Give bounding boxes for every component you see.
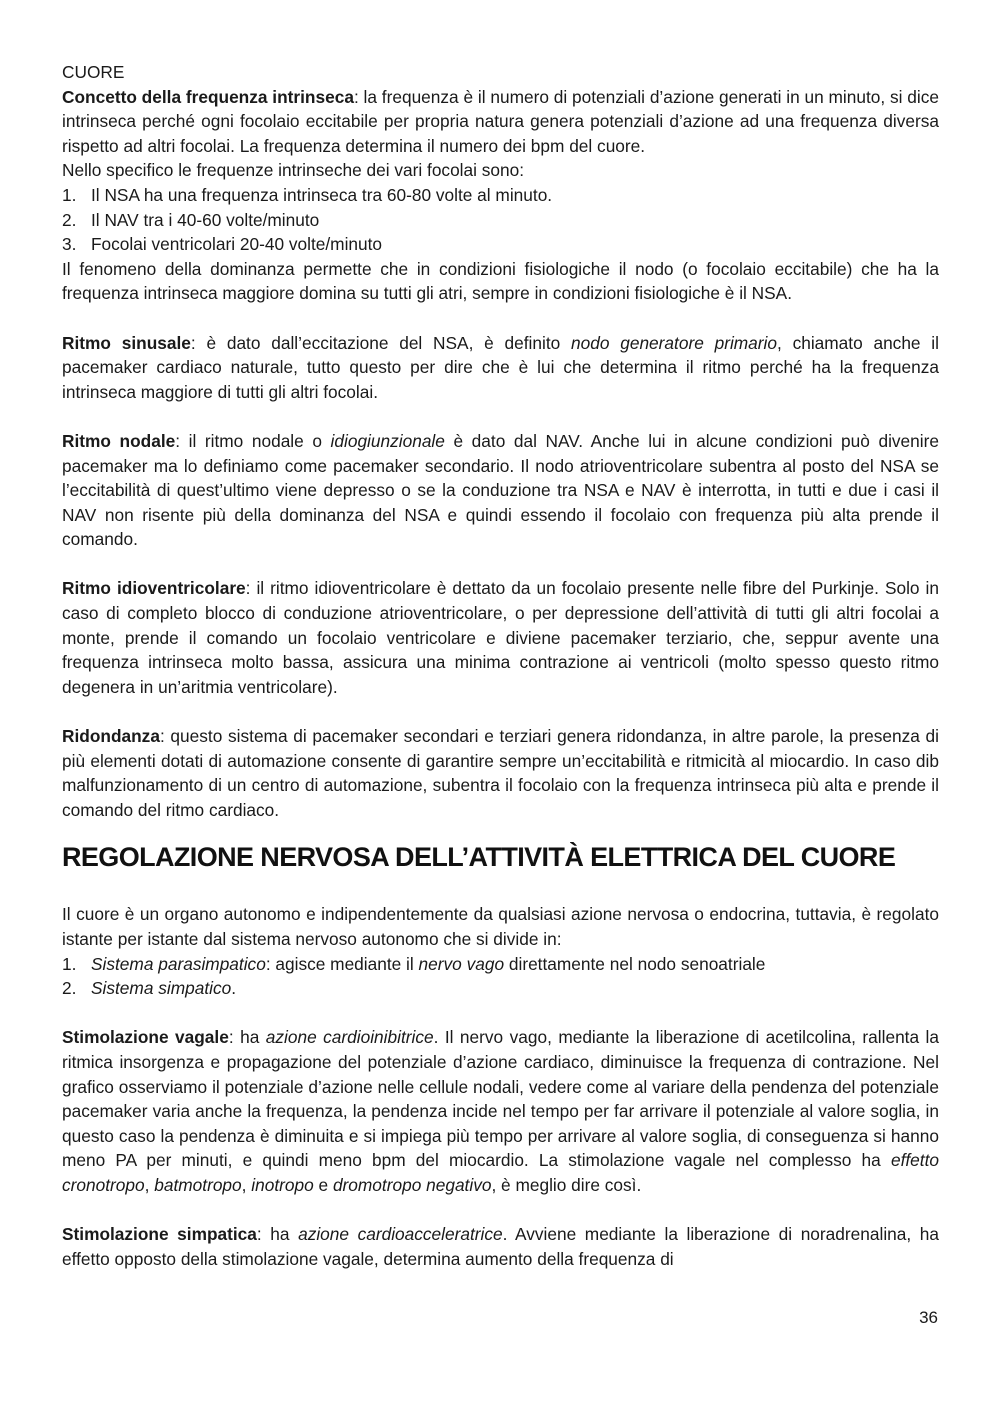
term-bold: Ritmo nodale — [62, 430, 176, 451]
paragraph-redundancy: Ridondanza: questo sistema di pacemaker secondari e terziari genera ridondanza, in altre parole, la presenza di più elementi dotati di automazione consente di garantire sempre un’eccitabilità e ritmicità al miocardio. In caso dib malfunzionamento di un centro di automazione, subentra il focolaio con la frequenza intrinseca più alta e prende il comando del ritmo cardiaco. — [62, 726, 939, 820]
paragraph-intrinsic-frequency: Concetto della frequenza intrinseca: la frequenza è il numero di potenziali d’azione generati in un minuto, si dice intrinseca perché ogni focolaio eccitabile per propria natura genera potenziali d’azione ad una frequenza diversa rispetto ad altri focolai. La frequenza determina il numero dei bpm del cuore. — [62, 86, 939, 156]
list-item: 1. Il NSA ha una frequenza intrinseca tra 60-80 volte al minuto. — [62, 184, 553, 205]
paragraph-dominance: Il fenomeno della dominanza permette che in condizioni fisiologiche il nodo (o focolaio eccitabile) che ha la frequenza intrinseca maggiore domina su tutti gli atri, sempre in condizioni fisiologiche è il NSA. — [62, 258, 939, 304]
list-item: 2. Sistema simpatico. — [62, 978, 237, 999]
paragraph-autonomic: Il cuore è un organo autonomo e indipendentemente da qualsiasi azione nervosa o endocrina, tuttavia, è regolato istante per istante dal sistema nervoso autonomo che si divide in: — [62, 904, 939, 949]
paragraph-intro-list: Nello specifico le frequenze intrinseche dei vari focolai sono: — [62, 160, 525, 181]
paragraph-vagal-stimulation: Stimolazione vagale: ha azione cardioinibitrice. Il nervo vago, mediante la liberazione di acetilcolina, rallenta la ritmica insorgenza e propagazione del potenziale d’azione cardiaco, diminuisce la frequenza di contrazione. Nel grafico osserviamo il potenziale d’azione nelle cellule nodali, vedere come al variare della pendenza del potenziale pacemaker varia anche la frequenza, la pendenza incide nel tempo per far arrivare il potenziale al valore soglia, in questo caso la pendenza è diminuita e si impiega più tempo per arrivare al valore soglia, di conseguenza si hanno meno PA per minuti, e quindi meno bpm del miocardio. La stimolazione vagale nel complesso ha effetto cronotropo, batmotropo, inotropo e dromotropo negativo, è meglio dire così. — [62, 1027, 939, 1195]
term-bold: Ridondanza — [62, 726, 160, 747]
document-page — [62, 60, 939, 1271]
section-label: CUORE — [62, 62, 125, 82]
page-number: 36 — [919, 1308, 938, 1327]
nervous-system-list — [62, 952, 939, 1001]
frequency-list — [62, 183, 939, 257]
term-bold: Concetto della frequenza intrinseca — [62, 86, 354, 107]
term-bold: Ritmo idioventricolare — [62, 578, 246, 599]
list-item: 3. Focolai ventricolari 20-40 volte/minuto — [62, 234, 383, 255]
term-bold: Ritmo sinusale — [62, 332, 191, 353]
term-bold: Stimolazione simpatica — [62, 1224, 257, 1245]
section-heading: REGOLAZIONE NERVOSA DELL’ATTIVITÀ ELETTRICA DEL CUORE — [62, 842, 896, 873]
paragraph-sinus-rhythm: Ritmo sinusale: è dato dall’eccitazione del NSA, è definito nodo generatore primario, chiamato anche il pacemaker cardiaco naturale, tutto questo per dire che è lui che determina il ritmo perché ha la frequenza intrinseca maggiore di tutti gli altri focolai. — [62, 332, 939, 402]
list-item: 2. Il NAV tra i 40-60 volte/minuto — [62, 209, 320, 230]
paragraph-idioventricular-rhythm: Ritmo idioventricolare: il ritmo idioventricolare è dettato da un focolaio presente nelle fibre del Purkinje. Solo in caso di completo blocco di conduzione atrioventricolare, o per depressione dell’attività di tutti gli altri focolai a monte, prende il comando un focolaio ventricolare e diviene pacemaker terziario, che, seppur avente una frequenza intrinseca molto bassa, assicura una minima contrazione ai ventricoli (molto spesso questo ritmo degenera in un’aritmia ventricolare). — [62, 578, 939, 697]
list-item: 1. Sistema parasimpatico: agisce mediante il nervo vago direttamente nel nodo senoatriale — [62, 953, 766, 974]
term-bold: Stimolazione vagale — [62, 1027, 229, 1048]
paragraph-nodal-rhythm: Ritmo nodale: il ritmo nodale o idiogiunzionale è dato dal NAV. Anche lui in alcune condizioni può divenire pacemaker ma lo definiamo come pacemaker secondario. Il nodo atrioventricolare subentra al posto del NSA se l’eccitabilità di quest’ultimo viene depresso o se la conduzione tra NSA e NAV è interrotta, in tutti e due i casi il NAV non risente più della dominanza del NSA e quindi essendo il focolaio con frequenza più alta prende il comando. — [62, 430, 939, 550]
paragraph-sympathetic-stimulation: Stimolazione simpatica: ha azione cardioacceleratrice. Avviene mediante la liberazione di noradrenalina, ha effetto opposto della stimolazione vagale, determina aumento della frequenza di — [62, 1224, 939, 1269]
